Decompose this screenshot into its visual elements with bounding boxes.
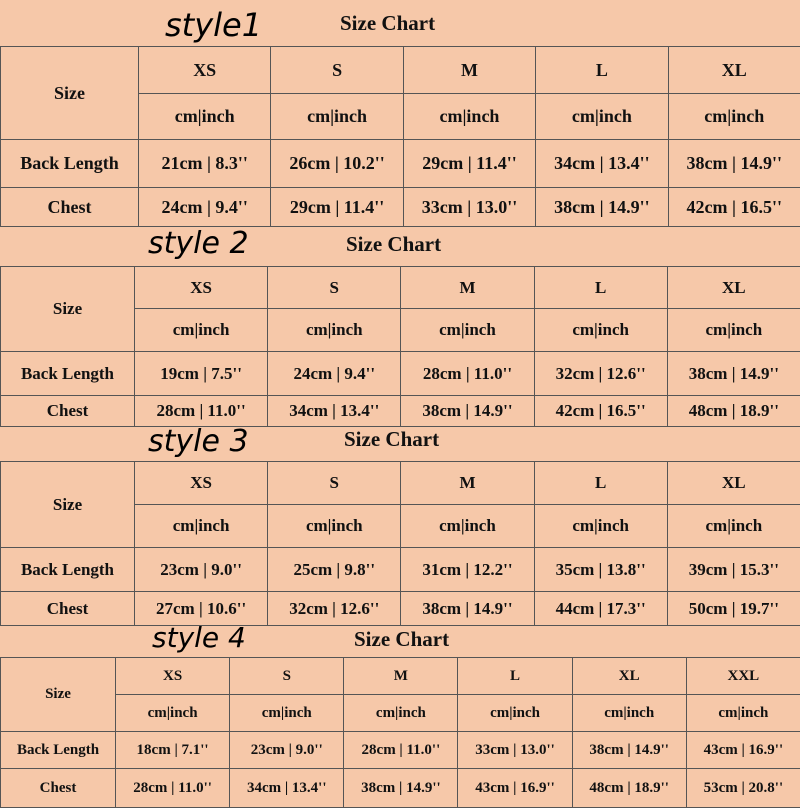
style-label: style 3	[148, 424, 249, 459]
size-label-cell: XS	[116, 658, 230, 695]
size-label-cell: S	[268, 462, 401, 505]
size-label-cell: M	[401, 267, 534, 309]
size-label-cell: L	[458, 658, 572, 695]
value-cell: 35cm | 13.8''	[534, 548, 667, 592]
unit-cell: cm|inch	[271, 94, 403, 140]
value-cell: 42cm | 16.5''	[668, 188, 800, 227]
size-label-cell: M	[403, 47, 535, 94]
value-cell: 38cm | 14.9''	[572, 732, 686, 769]
size-table	[0, 657, 800, 808]
row-label-cell: Chest	[1, 769, 116, 808]
style-label: style1	[165, 6, 262, 44]
value-cell: 29cm | 11.4''	[271, 188, 403, 227]
size-header-cell: Size	[1, 658, 116, 732]
value-cell: 53cm | 20.8''	[686, 769, 800, 808]
value-cell: 32cm | 12.6''	[534, 352, 667, 396]
value-cell: 43cm | 16.9''	[686, 732, 800, 769]
size-label-cell: L	[534, 462, 667, 505]
value-cell: 39cm | 15.3''	[667, 548, 800, 592]
value-cell: 38cm | 14.9''	[667, 352, 800, 396]
value-cell: 29cm | 11.4''	[403, 140, 535, 188]
value-cell: 28cm | 11.0''	[344, 732, 458, 769]
value-cell: 38cm | 14.9''	[401, 592, 534, 626]
size-table	[0, 461, 800, 626]
unit-cell: cm|inch	[458, 695, 572, 732]
value-cell: 24cm | 9.4''	[268, 352, 401, 396]
value-cell: 34cm | 13.4''	[268, 396, 401, 427]
row-label-cell: Chest	[1, 188, 139, 227]
unit-cell: cm|inch	[135, 309, 268, 352]
size-label-cell: M	[344, 658, 458, 695]
size-table	[0, 266, 800, 427]
value-cell: 19cm | 7.5''	[135, 352, 268, 396]
unit-cell: cm|inch	[139, 94, 271, 140]
value-cell: 43cm | 16.9''	[458, 769, 572, 808]
size-header-row	[1, 462, 800, 505]
unit-cell: cm|inch	[230, 695, 344, 732]
unit-cell: cm|inch	[534, 309, 667, 352]
size-label-cell: XL	[667, 267, 800, 309]
row-label-cell: Chest	[1, 592, 135, 626]
size-label-cell: M	[401, 462, 534, 505]
value-cell: 28cm | 11.0''	[401, 352, 534, 396]
unit-cell: cm|inch	[135, 505, 268, 548]
table-row	[1, 732, 800, 769]
value-cell: 18cm | 7.1''	[116, 732, 230, 769]
size-header-row	[1, 658, 800, 695]
size-label-cell: XL	[668, 47, 800, 94]
unit-cell: cm|inch	[534, 505, 667, 548]
chart-title: Size Chart	[344, 427, 439, 452]
size-label-cell: XS	[139, 47, 271, 94]
size-header-row	[1, 267, 800, 309]
unit-row	[1, 695, 800, 732]
value-cell: 28cm | 11.0''	[135, 396, 268, 427]
value-cell: 33cm | 13.0''	[403, 188, 535, 227]
value-cell: 23cm | 9.0''	[135, 548, 268, 592]
value-cell: 34cm | 13.4''	[230, 769, 344, 808]
size-label-cell: S	[271, 47, 403, 94]
value-cell: 48cm | 18.9''	[572, 769, 686, 808]
value-cell: 26cm | 10.2''	[271, 140, 403, 188]
size-table	[0, 46, 800, 227]
chart-title: Size Chart	[346, 232, 441, 257]
table-row	[1, 548, 800, 592]
chart-title: Size Chart	[340, 11, 435, 36]
size-header-row	[1, 47, 800, 94]
unit-cell: cm|inch	[403, 94, 535, 140]
value-cell: 34cm | 13.4''	[536, 140, 668, 188]
value-cell: 25cm | 9.8''	[268, 548, 401, 592]
value-cell: 23cm | 9.0''	[230, 732, 344, 769]
unit-cell: cm|inch	[668, 94, 800, 140]
unit-cell: cm|inch	[536, 94, 668, 140]
row-label-cell: Back Length	[1, 140, 139, 188]
table-row	[1, 396, 800, 427]
unit-cell: cm|inch	[344, 695, 458, 732]
value-cell: 24cm | 9.4''	[139, 188, 271, 227]
unit-cell: cm|inch	[667, 505, 800, 548]
unit-cell: cm|inch	[268, 505, 401, 548]
unit-cell: cm|inch	[268, 309, 401, 352]
size-label-cell: S	[268, 267, 401, 309]
style-label: style 4	[152, 621, 246, 654]
size-label-cell: XS	[135, 267, 268, 309]
value-cell: 50cm | 19.7''	[667, 592, 800, 626]
row-label-cell: Chest	[1, 396, 135, 427]
size-header-cell: Size	[1, 267, 135, 352]
row-label-cell: Back Length	[1, 732, 116, 769]
style-label: style 2	[148, 226, 249, 261]
row-label-cell: Back Length	[1, 352, 135, 396]
value-cell: 42cm | 16.5''	[534, 396, 667, 427]
value-cell: 33cm | 13.0''	[458, 732, 572, 769]
unit-cell: cm|inch	[116, 695, 230, 732]
size-label-cell: S	[230, 658, 344, 695]
table-row	[1, 140, 800, 188]
table-row	[1, 188, 800, 227]
unit-cell: cm|inch	[401, 505, 534, 548]
value-cell: 38cm | 14.9''	[536, 188, 668, 227]
chart-title: Size Chart	[354, 627, 449, 652]
value-cell: 32cm | 12.6''	[268, 592, 401, 626]
value-cell: 38cm | 14.9''	[668, 140, 800, 188]
size-header-cell: Size	[1, 462, 135, 548]
table-row	[1, 352, 800, 396]
value-cell: 38cm | 14.9''	[401, 396, 534, 427]
table-row	[1, 769, 800, 808]
size-label-cell: L	[536, 47, 668, 94]
value-cell: 21cm | 8.3''	[139, 140, 271, 188]
size-label-cell: XL	[667, 462, 800, 505]
size-label-cell: XL	[572, 658, 686, 695]
value-cell: 48cm | 18.9''	[667, 396, 800, 427]
value-cell: 44cm | 17.3''	[534, 592, 667, 626]
size-header-cell: Size	[1, 47, 139, 140]
unit-cell: cm|inch	[686, 695, 800, 732]
value-cell: 27cm | 10.6''	[135, 592, 268, 626]
unit-cell: cm|inch	[572, 695, 686, 732]
value-cell: 31cm | 12.2''	[401, 548, 534, 592]
row-label-cell: Back Length	[1, 548, 135, 592]
table-row	[1, 592, 800, 626]
size-label-cell: XXL	[686, 658, 800, 695]
unit-cell: cm|inch	[667, 309, 800, 352]
value-cell: 38cm | 14.9''	[344, 769, 458, 808]
value-cell: 28cm | 11.0''	[116, 769, 230, 808]
unit-cell: cm|inch	[401, 309, 534, 352]
size-label-cell: L	[534, 267, 667, 309]
size-label-cell: XS	[135, 462, 268, 505]
